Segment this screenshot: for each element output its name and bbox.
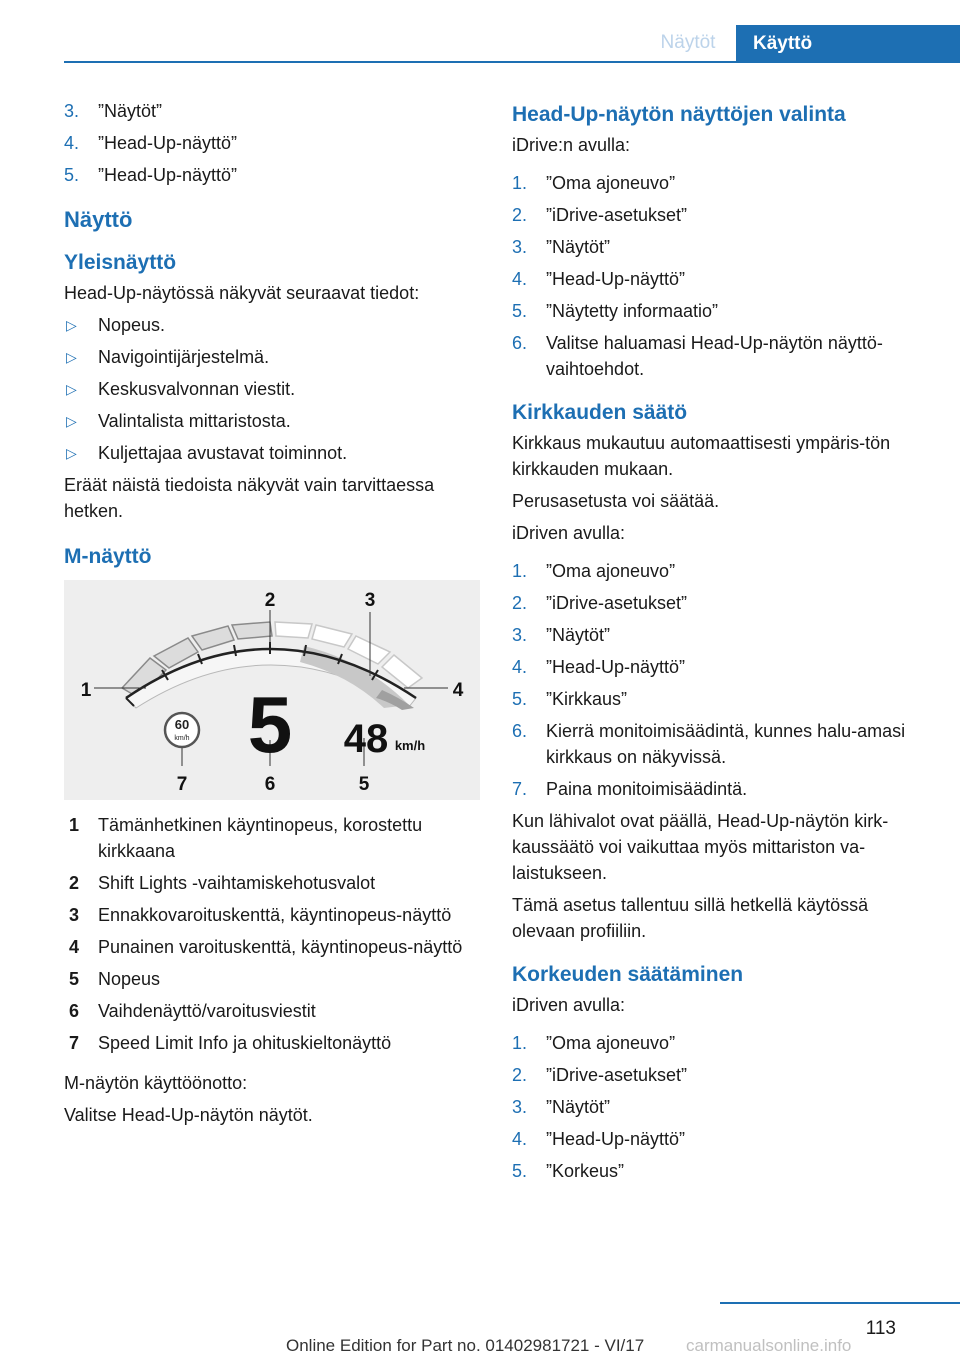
list-text: ”Näytöt”	[98, 101, 163, 121]
list-number: 4.	[512, 269, 528, 289]
list-item	[512, 590, 928, 616]
bullet-text: Valintalista mittaristosta.	[98, 411, 291, 431]
m-display-figure	[64, 580, 480, 800]
korkeus-list	[512, 1030, 928, 1184]
callout-5: 5	[358, 774, 370, 795]
valinta-intro: iDrive:n avulla:	[512, 135, 631, 155]
triangle-bullet-icon: ▷	[66, 413, 77, 429]
list-number: 6.	[512, 333, 528, 353]
list-number: 5.	[64, 165, 80, 185]
bullet-text: Kuljettajaa avustavat toiminnot.	[98, 443, 348, 463]
heading-korkeus: Korkeuden säätäminen	[512, 963, 744, 986]
heading-naytto: Näyttö	[64, 207, 133, 232]
callout-1: 1	[80, 680, 92, 701]
page-number: 113	[865, 1318, 896, 1339]
list-number: 3.	[512, 1097, 528, 1117]
heading-naytto-valinta: Head-Up-näytön näyttöjen valinta	[512, 103, 846, 126]
legend-item	[64, 934, 480, 960]
legend-number: 4	[69, 937, 80, 957]
list-text: ”iDrive-asetukset”	[546, 1065, 688, 1085]
list-text: ”Korkeus”	[546, 1161, 625, 1181]
bullet-text: Keskusvalvonnan viestit.	[98, 379, 296, 399]
list-number: 4.	[512, 657, 528, 677]
triangle-bullet-icon: ▷	[66, 349, 77, 365]
triangle-bullet-icon: ▷	[66, 381, 77, 397]
legend-number: 2	[69, 873, 80, 893]
list-number: 2.	[512, 593, 528, 613]
heading-kirkkaus: Kirkkauden säätö	[512, 401, 688, 424]
list-text: Paina monitoimisäädintä.	[546, 779, 748, 799]
bullet-item	[64, 376, 480, 402]
header-tab-kaytto: Käyttö	[736, 25, 960, 63]
list-item	[512, 330, 928, 382]
callout-3: 3	[364, 590, 376, 611]
list-text: ”iDrive-asetukset”	[546, 205, 688, 225]
list-number: 6.	[512, 721, 528, 741]
kirkkaus-paragraph-2: Perusasetusta voi säätää.	[512, 491, 720, 511]
right-column	[512, 98, 928, 1190]
list-item	[512, 558, 928, 584]
list-text: ”Oma ajoneuvo”	[546, 173, 676, 193]
bullet-text: Nopeus.	[98, 315, 166, 335]
list-number: 3.	[512, 625, 528, 645]
list-item	[64, 162, 480, 188]
legend-text: Tämänhetkinen käyntinopeus, korostettu kirkkaana	[98, 815, 423, 861]
legend-number: 5	[69, 969, 80, 989]
bullet-item	[64, 440, 480, 466]
list-number: 3.	[512, 237, 528, 257]
list-text: ”Head-Up-näyttö”	[98, 165, 238, 185]
list-item	[512, 170, 928, 196]
bullet-item	[64, 344, 480, 370]
triangle-bullet-icon: ▷	[66, 445, 77, 461]
list-item	[512, 234, 928, 260]
list-number: 2.	[512, 205, 528, 225]
list-item	[64, 98, 480, 124]
legend-number: 6	[69, 1001, 80, 1021]
figure-legend	[64, 812, 480, 1056]
list-item	[512, 622, 928, 648]
m-naytto-valitse: Valitse Head-Up-näytön näytöt.	[64, 1105, 313, 1125]
list-text: ”Näytöt”	[546, 1097, 611, 1117]
legend-item	[64, 1030, 480, 1056]
triangle-bullet-icon: ▷	[66, 317, 77, 333]
kirkkaus-paragraph-3: iDriven avulla:	[512, 523, 626, 543]
legend-number: 3	[69, 905, 80, 925]
edition-note: Online Edition for Part no. 01402981721 - VI/17	[286, 1336, 645, 1355]
list-number: 5.	[512, 301, 528, 321]
callout-4: 4	[452, 680, 464, 701]
legend-item	[64, 902, 480, 928]
list-text: ”iDrive-asetukset”	[546, 593, 688, 613]
list-number: 4.	[512, 1129, 528, 1149]
valinta-list	[512, 170, 928, 382]
kirkkaus-paragraph-1: Kirkkaus mukautuu automaattisesti ympäris-tön kirkkauden mukaan.	[512, 433, 891, 479]
callout-7: 7	[176, 774, 188, 795]
bullet-item	[64, 312, 480, 338]
list-item	[512, 1062, 928, 1088]
speed-limit-unit: km/h	[174, 735, 190, 742]
gear-indicator: 5	[247, 680, 293, 769]
list-item	[512, 654, 928, 680]
header-rule	[64, 61, 960, 63]
legend-item	[64, 966, 480, 992]
list-text: ”Näytöt”	[546, 625, 611, 645]
legend-text: Speed Limit Info ja ohituskieltonäyttö	[98, 1033, 392, 1053]
list-item	[512, 776, 928, 802]
list-text: ”Oma ajoneuvo”	[546, 561, 676, 581]
m-naytto-kayttoonotto: M-näytön käyttöönotto:	[64, 1073, 248, 1093]
list-number: 1.	[512, 561, 528, 581]
kirkkaus-paragraph-4: Kun lähivalot ovat päällä, Head-Up-näytön kirk-kaussäätö voi vaikuttaa myös mittariston va-laistukseen.	[512, 811, 889, 883]
callout-6: 6	[264, 774, 276, 795]
list-item	[512, 298, 928, 324]
list-text: ”Näytetty informaatio”	[546, 301, 719, 321]
legend-text: Shift Lights -vaihtamiskehotusvalot	[98, 873, 376, 893]
list-item	[64, 130, 480, 156]
list-text: ”Oma ajoneuvo”	[546, 1033, 676, 1053]
list-text: ”Näytöt”	[546, 237, 611, 257]
korkeus-intro: iDriven avulla:	[512, 995, 626, 1015]
list-item	[512, 1158, 928, 1184]
list-text: Kierrä monitoimisäädintä, kunnes halu-amasi kirkkaus on näkyvissä.	[546, 721, 906, 767]
yleisnaytto-note: Eräät näistä tiedoista näkyvät vain tarvittaessa hetken.	[64, 475, 435, 521]
legend-text: Punainen varoituskenttä, käyntinopeus-näyttö	[98, 937, 463, 957]
list-number: 5.	[512, 689, 528, 709]
legend-item	[64, 812, 480, 864]
list-text: Valitse haluamasi Head-Up-näytön näyttö-vaihtoehdot.	[546, 333, 883, 379]
legend-item	[64, 998, 480, 1024]
speed-limit-value: 60	[174, 717, 190, 732]
list-item	[512, 1094, 928, 1120]
legend-text: Ennakkovaroituskenttä, käyntinopeus-näyttö	[98, 905, 452, 925]
legend-number: 1	[69, 815, 80, 835]
bullet-list	[64, 312, 480, 466]
legend-item	[64, 870, 480, 896]
list-number: 3.	[64, 101, 80, 121]
legend-text: Nopeus	[98, 969, 161, 989]
list-text: ”Head-Up-näyttö”	[546, 657, 686, 677]
list-text: ”Head-Up-näyttö”	[546, 1129, 686, 1149]
list-number: 1.	[512, 1033, 528, 1053]
list-number: 1.	[512, 173, 528, 193]
list-item	[512, 266, 928, 292]
m-display-illustration	[64, 580, 480, 800]
legend-number: 7	[69, 1033, 80, 1053]
footer-rule	[720, 1302, 960, 1304]
kirkkaus-list	[512, 558, 928, 802]
speed-unit: km/h	[394, 738, 426, 753]
kirkkaus-paragraph-5: Tämä asetus tallentuu sillä hetkellä käytössä olevaan profiiliin.	[512, 895, 869, 941]
legend-text: Vaihdenäyttö/varoitusviestit	[98, 1001, 316, 1021]
bullet-item	[64, 408, 480, 434]
list-number: 7.	[512, 779, 528, 799]
bullet-text: Navigointijärjestelmä.	[98, 347, 270, 367]
list-text: ”Head-Up-näyttö”	[546, 269, 686, 289]
list-number: 2.	[512, 1065, 528, 1085]
watermark: carmanualsonline.info	[686, 1336, 852, 1355]
list-item	[512, 718, 928, 770]
list-text: ”Kirkkaus”	[546, 689, 628, 709]
list-item	[512, 686, 928, 712]
heading-yleisnaytto: Yleisnäyttö	[64, 251, 177, 274]
left-top-list	[64, 98, 480, 188]
list-text: ”Head-Up-näyttö”	[98, 133, 238, 153]
list-item	[512, 1030, 928, 1056]
list-item	[512, 1126, 928, 1152]
yleisnaytto-intro: Head-Up-näytössä näkyvät seuraavat tiedot:	[64, 283, 420, 303]
heading-m-naytto: M-näyttö	[64, 545, 152, 568]
speed-value: 48	[343, 717, 389, 761]
list-number: 4.	[64, 133, 80, 153]
left-column	[64, 98, 480, 1134]
list-number: 5.	[512, 1161, 528, 1181]
list-item	[512, 202, 928, 228]
callout-2: 2	[264, 590, 276, 611]
header-tab-naytot: Näytöt	[660, 32, 716, 53]
